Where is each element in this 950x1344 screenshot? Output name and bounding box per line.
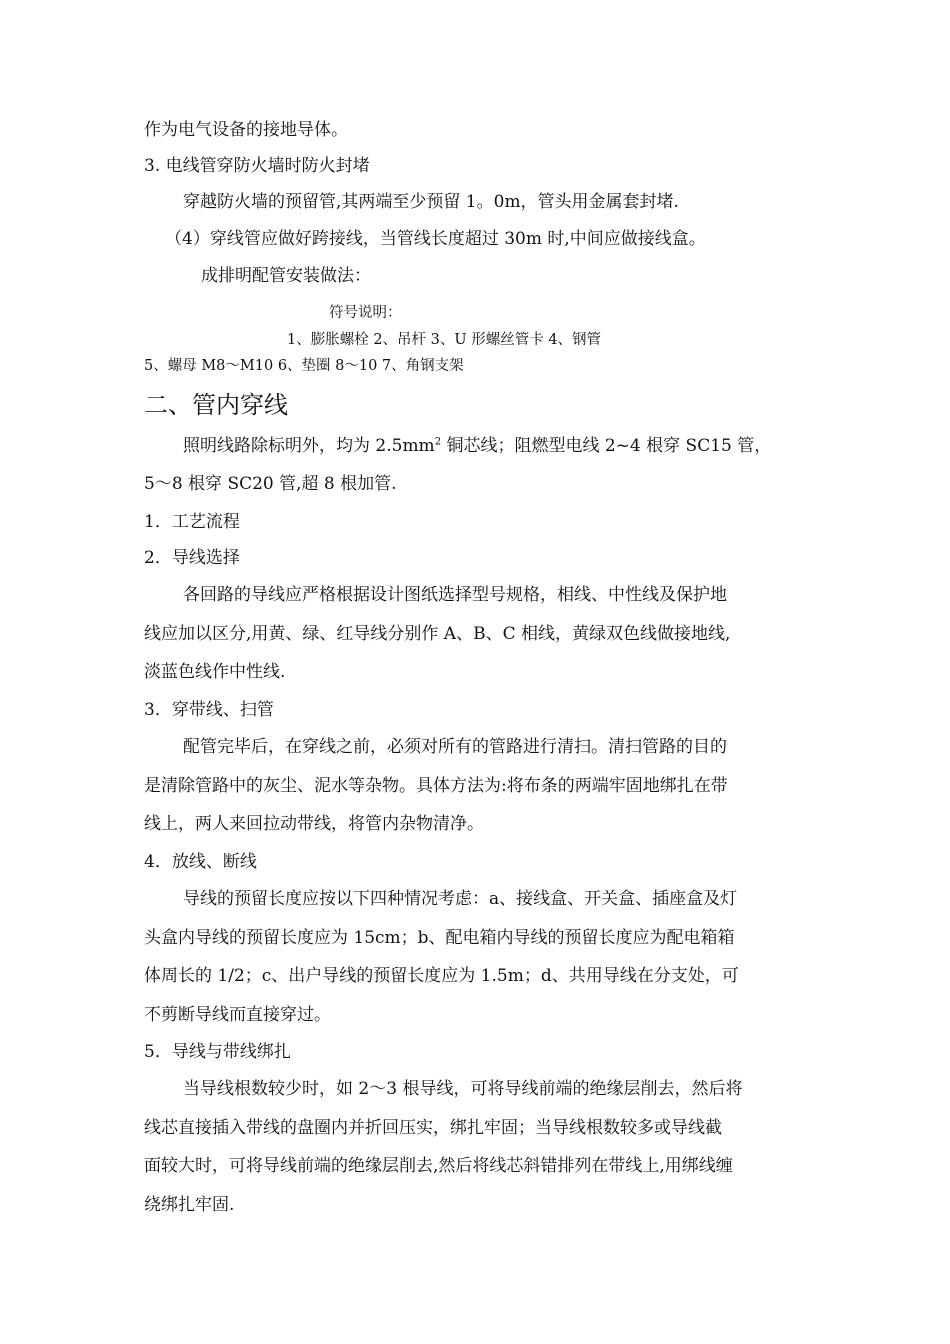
intro-text-a: 照明线路除标明外，均为 2.5mm [183,436,435,456]
step-2-body-line: 淡蓝色线作中性线. [144,662,286,682]
method-title: 成排明配管安装做法： [201,266,371,286]
step-1-title: 1．工艺流程 [144,512,240,532]
step-4-body-line: 不剪断导线而直接穿过。 [144,1005,331,1025]
step-4-title: 4．放线、断线 [144,852,257,872]
step-5-body-line: 面较大时，可将导线前端的绝缘层削去,然后将线芯斜错排列在带线上,用绑线缠 [144,1156,733,1176]
step-5-title: 5．导线与带线绑扎 [144,1042,291,1062]
text-line: 作为电气设备的接地导体。 [144,120,348,140]
step-4-body-line: 头盒内导线的预留长度应为 15cm；b、配电箱内导线的预留长度应为配电箱箱 [144,928,735,948]
intro-text-b: 铜芯线；阻燃型电线 2~4 根穿 SC15 管， [441,436,772,456]
step-5-body-line: 当导线根数较少时，如 2～3 根导线，可将导线前端的绝缘层削去，然后将 [183,1079,743,1099]
legend-line-2: 5、螺母 M8～M10 6、垫圈 8～10 7、角钢支架 [144,358,464,374]
item-4-body: （4）穿线管应做好跨接线，当管线长度超过 30m 时,中间应做接线盒。 [165,229,706,249]
step-3-body-line: 是清除管路中的灰尘、泥水等杂物。具体方法为:将布条的两端牢固地绑扎在带 [144,776,728,796]
step-2-title: 2．导线选择 [144,548,240,568]
legend-title: 符号说明： [329,305,402,321]
item-3-body: 穿越防火墙的预留管,其两端至少预留 1。0m，管头用金属套封堵. [183,192,679,212]
legend-line-1: 1、膨胀螺栓 2、吊杆 3、U 形螺丝管卡 4、钢管 [287,332,602,348]
step-5-body-line: 绕绑扎牢固. [144,1195,235,1215]
step-3-body-line: 线上，两人来回拉动带线，将管内杂物清净。 [144,814,484,834]
section-2-intro-line-1 [183,434,771,458]
item-3-title: 3. 电线管穿防火墙时防火封堵 [144,156,370,176]
section-2-intro-line-2: 5～8 根穿 SC20 管,超 8 根加管. [144,474,397,494]
superscript-squared: 2 [434,436,442,448]
section-2-heading: 二、管内穿线 [144,391,288,419]
step-3-body-line: 配管完毕后，在穿线之前，必须对所有的管路进行清扫。清扫管路的目的 [183,737,727,757]
step-2-body-line: 线应加以区分,用黄、绿、红导线分别作 A、B、C 相线，黄绿双色线做接地线, [144,624,731,644]
step-4-body-line: 体周长的 1/2；c、出户导线的预留长度应为 1.5m；d、共用导线在分支处，可 [144,966,739,986]
step-3-title: 3．穿带线、扫管 [144,700,274,720]
step-4-body-line: 导线的预留长度应按以下四种情况考虑：a、接线盒、开关盒、插座盒及灯 [183,889,738,909]
step-2-body-line: 各回路的导线应严格根据设计图纸选择型号规格，相线、中性线及保护地 [183,585,727,605]
step-5-body-line: 线芯直接插入带线的盘圈内并折回压实，绑扎牢固；当导线根数较多或导线截 [144,1118,722,1138]
